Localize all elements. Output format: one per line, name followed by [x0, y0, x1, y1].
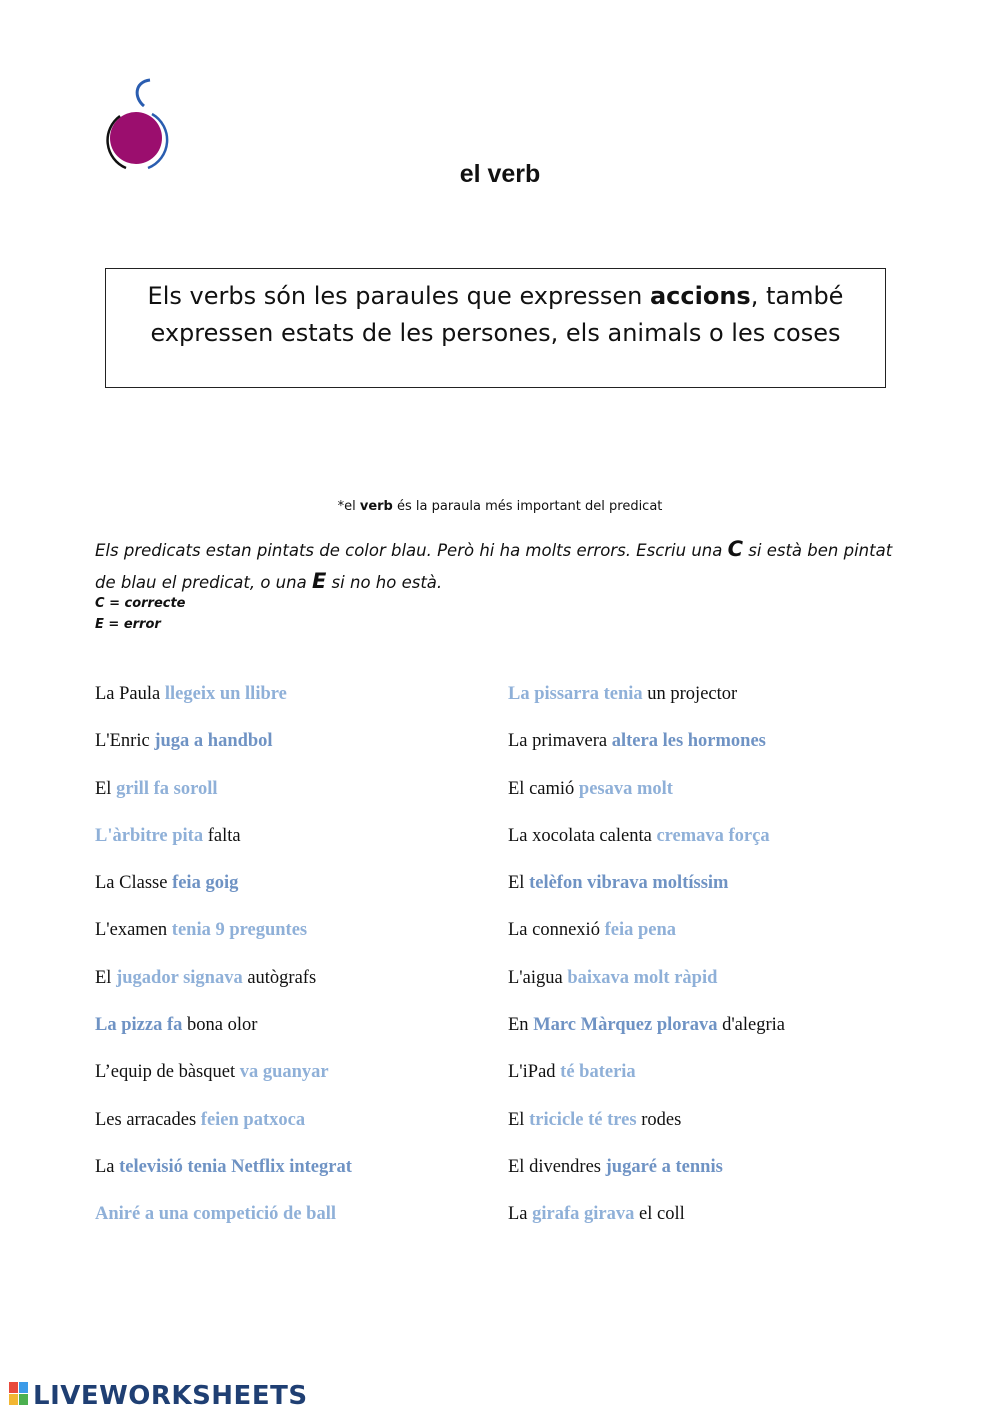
definition-keyword: accions [649, 282, 751, 310]
footer-brand[interactable] [8, 1381, 308, 1411]
definition-box [105, 268, 886, 388]
predicate-highlight: Marc Màrquez plorava [533, 1015, 718, 1036]
exercise-sentence [508, 965, 908, 1012]
sentence-start: El [508, 1109, 530, 1130]
sentence-end: autògrafs [242, 967, 317, 988]
predicate-highlight: té bateria [560, 1062, 636, 1083]
sentence-start: La Paula [95, 684, 165, 704]
predicate-note: *el verb és la paraula més important del predicat [337, 499, 663, 514]
exercise-sentence [95, 1059, 495, 1106]
sentence-start: L'iPad [508, 1062, 561, 1083]
exercise-sentence [508, 1059, 908, 1106]
exercise-sentence [95, 1201, 495, 1248]
sentence-end: un projector [642, 684, 738, 704]
predicate-highlight: grill fa soroll [116, 778, 218, 799]
sentence-end: d'alegria [717, 1015, 786, 1036]
exercise-sentence [95, 917, 495, 964]
sentence-end: el coll [634, 1204, 685, 1225]
predicate-highlight: tenia 9 preguntes [171, 920, 308, 941]
exercise-column-left [95, 681, 495, 1249]
sentence-start: La Classe [95, 873, 173, 894]
sentence-start: El [95, 778, 117, 799]
sentence-start: El camió [508, 778, 579, 799]
exercise-sentence [95, 776, 495, 823]
sentence-end: rodes [636, 1109, 682, 1130]
exercise-sentence [508, 870, 908, 917]
exercise-sentence [95, 965, 495, 1012]
predicate-highlight: pesava molt [578, 778, 673, 799]
predicate-highlight: feia pena [604, 920, 677, 941]
sentence-start: La connexió [508, 920, 605, 941]
sentence-start: El [508, 873, 530, 894]
definition-line-2: expressen estats de les persones, els animals o les coses [150, 319, 841, 347]
sentence-start: La primavera [508, 731, 612, 752]
exercise-sentence [95, 681, 495, 728]
exercise-column-right [508, 681, 908, 1249]
exercise-sentence [95, 1107, 495, 1154]
predicate-highlight: televisió tenia Netflix integrat [119, 1156, 352, 1177]
predicate-highlight: llegeix un llibre [164, 684, 287, 704]
predicate-highlight: girafa girava [532, 1204, 635, 1225]
sentence-start: L'examen [95, 920, 172, 941]
exercise-sentence [95, 1154, 495, 1201]
exercise-sentence [508, 823, 908, 870]
predicate-highlight: cremava força [656, 825, 770, 846]
predicate-highlight: Aniré a una competició de ball [95, 1204, 337, 1225]
exercise-sentence [508, 1201, 908, 1248]
sentence-start: L'aigua [508, 967, 568, 988]
predicate-highlight: La pizza fa [95, 1015, 183, 1036]
definition-line-1: Els verbs són les paraules que expressen accions, també [147, 282, 844, 310]
page-title: el verb [459, 160, 541, 188]
predicate-highlight: feien patxoca [200, 1109, 306, 1130]
predicate-highlight: altera les hormones [611, 731, 766, 752]
sentence-start: L'Enric [95, 731, 155, 752]
exercise-sentence [508, 917, 908, 964]
predicate-highlight: jugador signava [116, 967, 243, 988]
legend-error: E = error [95, 617, 161, 632]
exercise-sentence [95, 728, 495, 775]
exercise-sentence [508, 776, 908, 823]
predicate-highlight: L'àrbitre pita [95, 825, 204, 846]
predicate-highlight: va guanyar [239, 1062, 329, 1083]
liveworksheets-logo-icon [8, 1381, 30, 1412]
sentence-start: L’equip de bàsquet [95, 1062, 240, 1083]
sentence-start: En [508, 1015, 534, 1036]
sentence-start: Les arracades [95, 1109, 201, 1130]
sentence-start: La [508, 1204, 533, 1225]
exercise-sentence [508, 681, 908, 728]
exercise-sentence [95, 870, 495, 917]
exercise-sentence [95, 823, 495, 870]
sentence-end: bona olor [182, 1015, 258, 1036]
predicate-highlight: jugaré a tennis [605, 1156, 723, 1177]
sentence-end: falta [203, 825, 241, 846]
predicate-highlight: feia goig [172, 873, 239, 894]
sentence-start: La [95, 1156, 120, 1177]
letter-c: C [727, 537, 744, 561]
predicate-highlight: juga a handbol [154, 731, 273, 752]
exercise-sentence [508, 1107, 908, 1154]
predicate-highlight: La pissarra tenia [508, 684, 643, 704]
footer-brand-text: LIVEWORKSHEETS [33, 1381, 308, 1411]
sentence-start: El [95, 967, 117, 988]
letter-e: E [311, 569, 327, 593]
exercise-sentence [508, 728, 908, 775]
predicate-highlight: baixava molt ràpid [567, 967, 718, 988]
legend-correct: C = correcte [95, 596, 186, 611]
predicate-highlight: tricicle té tres [529, 1109, 637, 1130]
predicate-highlight: telèfon vibrava moltíssim [529, 873, 729, 894]
exercise-sentence [95, 1012, 495, 1059]
instructions: Els predicats estan pintats de color blau. Però hi ha molts errors. Escriu una C si està ben pintat de blau el predicat, o una E si no ho està. [95, 537, 893, 593]
sentence-start: La xocolata calenta [508, 825, 657, 846]
exercise-sentence [508, 1154, 908, 1201]
exercise-sentence [508, 1012, 908, 1059]
sentence-start: El divendres [508, 1156, 606, 1177]
